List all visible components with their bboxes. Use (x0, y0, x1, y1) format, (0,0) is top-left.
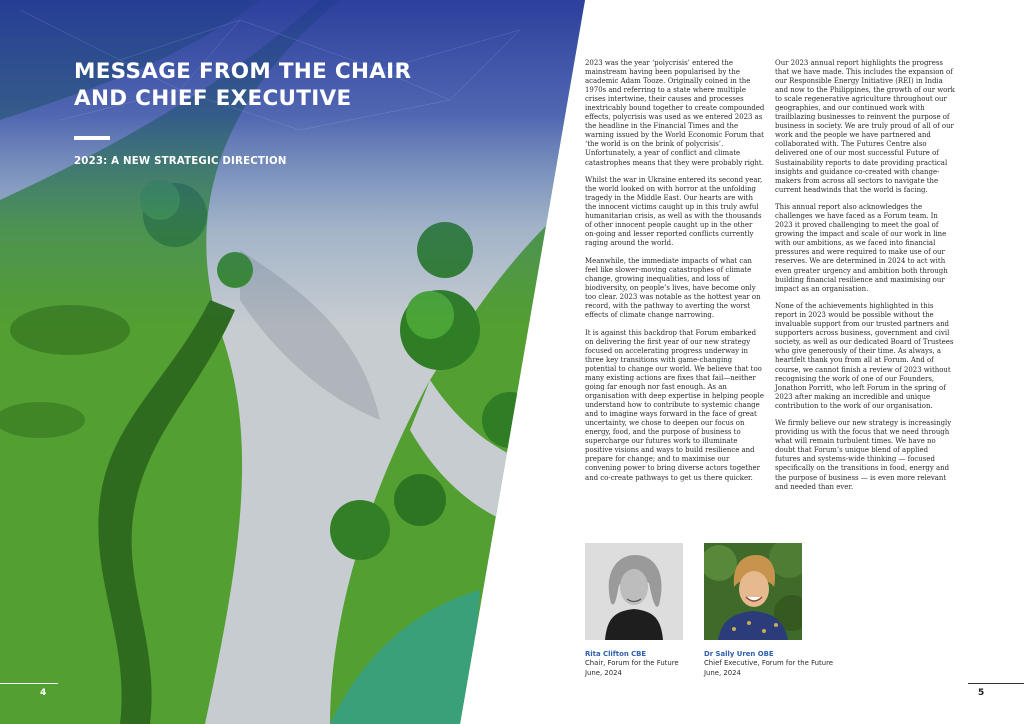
page-subtitle: 2023: A NEW STRATEGIC DIRECTION (74, 156, 287, 167)
page-number-right: 5 (978, 688, 985, 698)
signatory-name: Rita Clifton CBE (585, 650, 647, 658)
paragraph: It is against this backdrop that Forum embarked on delivering the first year of our new strategy focused on accelerating progress underway in three key transitions with game-changing potential to change our world. We believe that too many existing actions are fixes that fail—neither going far enough nor fast enough. As an organisation with deep expertise in helping people understand how to contribute to systemic change and to imagine ways forward in the face of great uncertainty, we chose to deepen our focus on energy, food, and the purpose of business to supercharge our futures work to illuminate positive visions and ways to build resilience and prepare for change; and to maximise our convening power to bring diverse actors together and co-create pathways to get us there quicker. (585, 328, 764, 482)
heading-block (74, 58, 494, 167)
signatory-date: June, 2024 (704, 668, 741, 677)
signatory-role: Chair, Forum for the Future (585, 659, 679, 668)
paragraph: This annual report also acknowledges the challenges we have faced as a Forum team. In 2023 it proved challenging to meet the goal of growing the impact and scale of our work in line with our ambitions, as we faced into financial pressures and were required to make use of our reserves. We are determined in 2024 to act with even greater urgency and ambition both through building financial resilience and maximising our impact as an organisation. (775, 203, 948, 293)
signatory-role: Chief Executive, Forum for the Future (704, 659, 834, 668)
portrait-chair-image (585, 543, 683, 640)
text-column-2 (775, 59, 955, 500)
portrait-chair (585, 543, 683, 640)
signatory-name: Dr Sally Uren OBE (704, 650, 774, 658)
paragraph: 2023 was the year ‘polycrisis’ entered the mainstream having been popularised by the academic Adam Tooze. Originally coined in the 1970s and referring to a state where multiple crises intertwine, their causes and processes inextricably bound together to create compounded effects, polycrisis was used as we entered 2023 as the headline in the Financial Times and the warning issued by the World Economic Forum that ‘the world is on the brink of polycrisis’. Unfortunately, a year of conflict and climate catastrophes means that they were probably right. (585, 59, 765, 167)
portrait-chief-executive-image (704, 543, 802, 640)
paragraph: Our 2023 annual report highlights the progress that we have made. This includes the expansion of our Responsible Energy Initiative (REI) in India and now to the Philippines, the growth of our work to scale regenerative agriculture throughout our geographies, and our continued work with trailblazing businesses to reinvent the purpose of business in society. We are truly proud of all of our work and the people we have partnered and collaborated with. The Futures Centre also delivered one of our most successful Future of Sustainability reports to date providing practical insights and guidance co-created with change-makers from across all sectors to navigate the current headwinds that the world is facing. (775, 59, 955, 194)
paragraph: We firmly believe our new strategy is increasingly providing us with the focus that we need through what will remain turbulent times. We have no doubt that Forum’s unique blend of applied futures and systems-wide thinking — focused specifically on the transitions in food, energy and the purpose of business — is even more relevant and needed than ever. (775, 419, 952, 491)
signatory-date: June, 2024 (585, 668, 622, 677)
title-line-2: AND CHIEF EXECUTIVE (74, 86, 352, 111)
title-underline (74, 136, 110, 140)
paragraph: Whilst the war in Ukraine entered its second year, the world looked on with horror at the unfolding tragedy in the Middle East. Our hearts are with the innocent victims caught up in this truly awful humanitarian crisis, as well as with the thousands of other innocent people caught up in the other on-going and lesser reported conflicts currently raging around the world. (585, 176, 763, 248)
caption-chief-executive (704, 650, 833, 678)
title-line-1: MESSAGE FROM THE CHAIR (74, 59, 412, 84)
page-number-left: 4 (40, 688, 47, 698)
right-footer-rule (968, 683, 1024, 684)
paragraph: Meanwhile, the immediate impacts of what can feel like slower-moving catastrophes of climate change, growing inequalities, and loss of biodiversity, on people’s lives, have become only too clear. 2023 was notable as the hottest year on record, with the pathway to averting the worst effects of climate change narrowing. (585, 256, 761, 320)
caption-chair (585, 650, 679, 678)
page-title (74, 58, 494, 112)
portrait-chief-executive (704, 543, 802, 640)
text-column-1 (585, 59, 765, 491)
paragraph: None of the achievements highlighted in this report in 2023 would be possible without the invaluable support from our trusted partners and supporters across business, government and civil society, as well as our dedicated Board of Trustees who give generously of their time. As always, a heartfelt thank you from all at Forum. And of course, we cannot finish a review of 2023 without recognising the work of one of our Founders, Jonathon Porritt, who left Forum in the spring of 2023 after making an incredible and unique contribution to the work of our organisation. (775, 302, 954, 410)
left-footer-rule (0, 683, 58, 684)
